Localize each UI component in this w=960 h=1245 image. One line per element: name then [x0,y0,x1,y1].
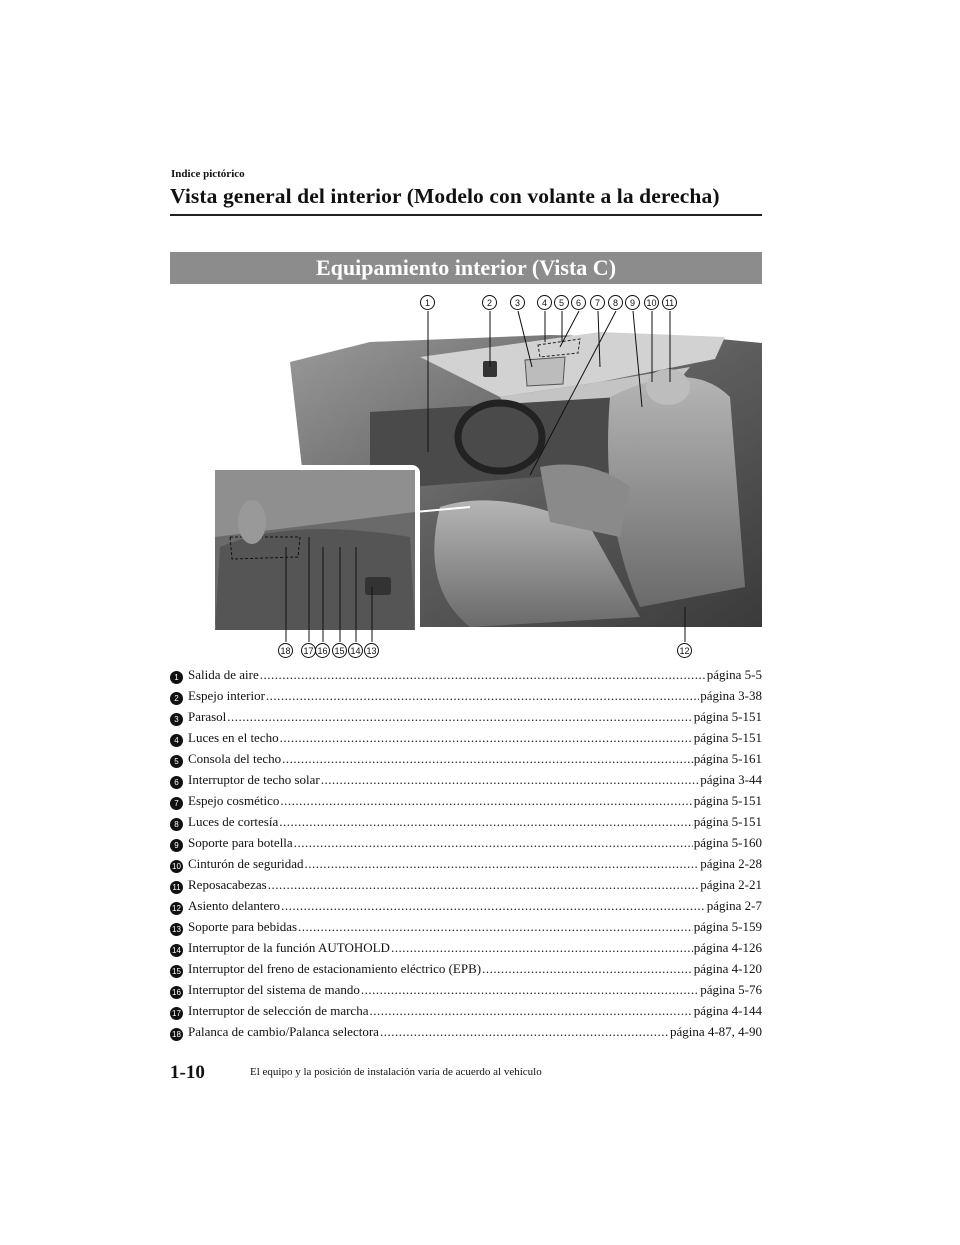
item-number: 13 [170,923,183,936]
item-number: 8 [170,818,183,831]
item-label: Reposacabezas [188,877,267,892]
item-page-ref: página 5-5 [706,667,762,682]
list-item [170,793,762,814]
item-label: Soporte para botella [188,835,293,850]
item-label: Soporte para bebidas [188,919,298,934]
item-number: 12 [170,902,183,915]
callout-4: 4 [537,295,552,310]
item-label: Interruptor del sistema de mando [188,982,360,997]
item-label: Interruptor del freno de estacionamiento eléctrico (EPB) [188,961,482,976]
item-list [170,667,762,1045]
list-item [170,1024,762,1045]
callout-1: 1 [420,295,435,310]
list-item [170,751,762,772]
interior-illustration-art [170,287,762,665]
item-label: Consola del techo [188,751,282,766]
item-label: Cinturón de seguridad [188,856,304,871]
item-number: 11 [170,881,183,894]
callout-18: 18 [278,643,293,658]
interior-illustration [170,287,762,665]
item-page-ref: página 5-160 [693,835,762,850]
item-page-ref: página 5-151 [693,814,762,829]
item-label: Espejo cosmético [188,793,280,808]
item-label: Luces en el techo [188,730,279,745]
item-page-ref: página 2-28 [700,856,762,871]
callout-9: 9 [625,295,640,310]
item-page-ref: página 5-151 [693,709,762,724]
item-number: 14 [170,944,183,957]
heading-rule [170,214,762,216]
item-number: 17 [170,1007,183,1020]
item-page-ref: página 5-159 [693,919,762,934]
item-label: Asiento delantero [188,898,281,913]
list-item [170,835,762,856]
callout-2: 2 [482,295,497,310]
callout-12: 12 [677,643,692,658]
callout-16: 16 [315,643,330,658]
item-number: 2 [170,692,183,705]
list-item [170,940,762,961]
item-label: Interruptor de la función AUTOHOLD [188,940,390,955]
item-label: Salida de aire [188,667,259,682]
callout-10: 10 [644,295,659,310]
callout-17: 17 [301,643,316,658]
section-banner: Equipamiento interior (Vista C) [170,252,762,284]
item-number: 15 [170,965,183,978]
item-label: Interruptor de selección de marcha [188,1003,369,1018]
list-item [170,667,762,688]
callout-7: 7 [590,295,605,310]
item-number: 5 [170,755,183,768]
item-page-ref: página 5-76 [700,982,762,997]
item-number: 18 [170,1028,183,1041]
list-item [170,772,762,793]
page-title: Vista general del interior (Modelo con volante a la derecha) [170,184,720,208]
callout-8: 8 [608,295,623,310]
item-number: 6 [170,776,183,789]
item-page-ref: página 2-7 [706,898,762,913]
item-number: 1 [170,671,183,684]
item-label: Interruptor de techo solar [188,772,320,787]
page-number: 1-10 [170,1062,205,1083]
item-number: 9 [170,839,183,852]
list-item [170,898,762,919]
footer-note: El equipo y la posición de instalación varía de acuerdo al vehículo [250,1066,542,1078]
item-label: Palanca de cambio/Palanca selectora [188,1024,379,1039]
item-label: Parasol [188,709,227,724]
callout-15: 15 [332,643,347,658]
item-page-ref: página 4-126 [693,940,762,955]
item-number: 16 [170,986,183,999]
item-number: 7 [170,797,183,810]
list-item [170,709,762,730]
item-number: 3 [170,713,183,726]
list-item [170,688,762,709]
list-item [170,856,762,877]
item-number: 4 [170,734,183,747]
list-item [170,1003,762,1024]
callout-14: 14 [348,643,363,658]
item-page-ref: página 4-120 [693,961,762,976]
callout-11: 11 [662,295,677,310]
list-item [170,919,762,940]
item-page-ref: página 5-151 [693,793,762,808]
list-item [170,730,762,751]
item-page-ref: página 5-161 [693,751,762,766]
item-page-ref: página 3-44 [700,772,762,787]
item-number: 10 [170,860,183,873]
item-label: Luces de cortesía [188,814,279,829]
callout-6: 6 [571,295,586,310]
list-item [170,877,762,898]
item-page-ref: página 5-151 [693,730,762,745]
item-label: Espejo interior [188,688,265,703]
item-page-ref: página 4-144 [693,1003,762,1018]
callout-13: 13 [364,643,379,658]
item-page-ref: página 4-87, 4-90 [669,1024,762,1039]
list-item [170,961,762,982]
item-page-ref: página 3-38 [700,688,762,703]
item-page-ref: página 2-21 [700,877,762,892]
list-item [170,814,762,835]
callout-5: 5 [554,295,569,310]
callout-3: 3 [510,295,525,310]
list-item [170,982,762,1003]
section-label: Indice pictórico [171,168,245,180]
